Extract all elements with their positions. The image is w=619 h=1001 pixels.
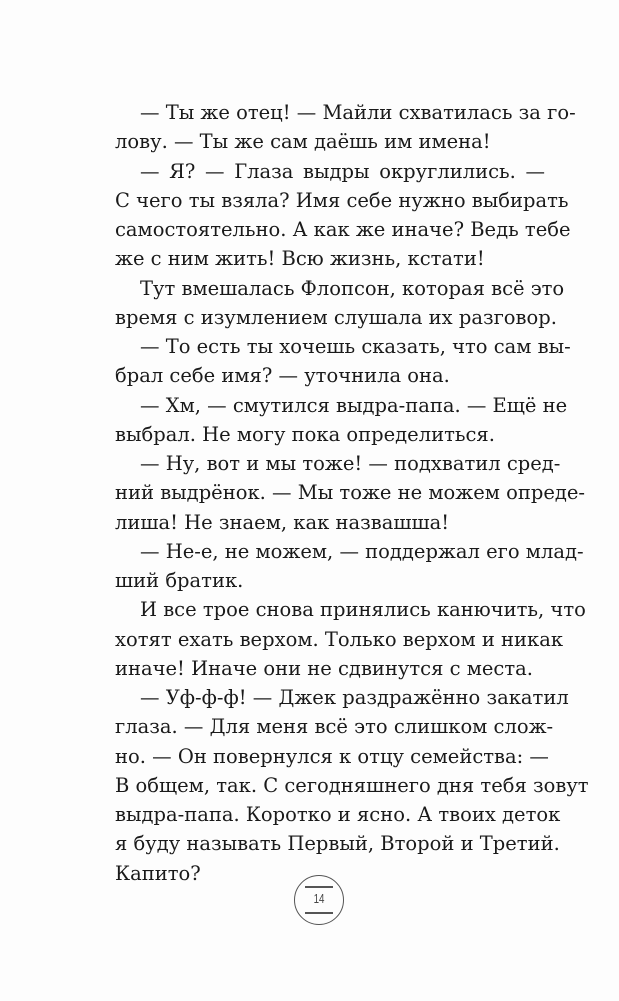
text-line: лову. — Ты же сам даёшь им имена!	[115, 130, 491, 154]
text-line: самостоятельно. А как же иначе? Ведь тебе	[115, 218, 571, 241]
text-line: брал себе имя? — уточнила она.	[115, 364, 450, 388]
text-line: С чего ты взяла? Имя себе нужно выбирать	[115, 188, 569, 212]
page-number: 14	[313, 891, 325, 906]
text-line: Тут вмешалась Флопсон, которая всё это	[140, 276, 565, 300]
text-line: глаза. — Для меня всё это слишком слож-	[115, 715, 554, 739]
text-line: — Уф-ф-ф! — Джек раздражённо закатил	[140, 686, 569, 709]
text-line: я буду называть Первый, Второй и Третий.	[115, 832, 560, 856]
text-line: — То есть ты хочешь сказать, что сам вы-	[140, 335, 571, 358]
text-line: иначе! Иначе они не сдвинутся с места.	[115, 656, 533, 680]
text-line: время с изумлением слушала их разговор.	[115, 305, 557, 329]
text-line: Капито?	[115, 861, 201, 885]
text-line: — Хм, — смутился выдра-папа. — Ещё не	[140, 393, 568, 417]
text-line: ший братик.	[115, 569, 244, 592]
text-line: — Ну, вот и мы тоже! — подхватил сред-	[140, 452, 561, 475]
text-line: выдра-папа. Коротко и ясно. А твоих деток	[115, 803, 561, 826]
text-line: лиша! Не знаем, как назвашша!	[115, 510, 450, 534]
text-line: — Я? — Глаза выдры округлились. —	[140, 159, 545, 183]
page-number-badge	[294, 875, 344, 925]
text-line: хотят ехать верхом. Только верхом и никак	[115, 627, 564, 651]
text-line: же с ним жить! Всю жизнь, кстати!	[115, 247, 485, 271]
text-line: но. — Он повернулся к отцу семейства: —	[115, 744, 549, 768]
text-line: — Не-е, не можем, — поддержал его млад-	[140, 539, 584, 563]
text-line: выбрал. Не могу пока определиться.	[115, 422, 495, 446]
decorative-rule-bottom	[305, 912, 333, 914]
text-line: В общем, так. С сегодняшнего дня тебя зовут	[115, 773, 589, 797]
text-line: ний выдрёнок. — Мы тоже не можем опреде-	[115, 481, 586, 505]
text-line: — Ты же отец! — Майли схватилась за го-	[140, 101, 576, 124]
page-body-text	[115, 98, 589, 888]
decorative-rule-top	[305, 886, 333, 888]
text-line: И все трое снова принялись канючить, что	[140, 598, 586, 622]
